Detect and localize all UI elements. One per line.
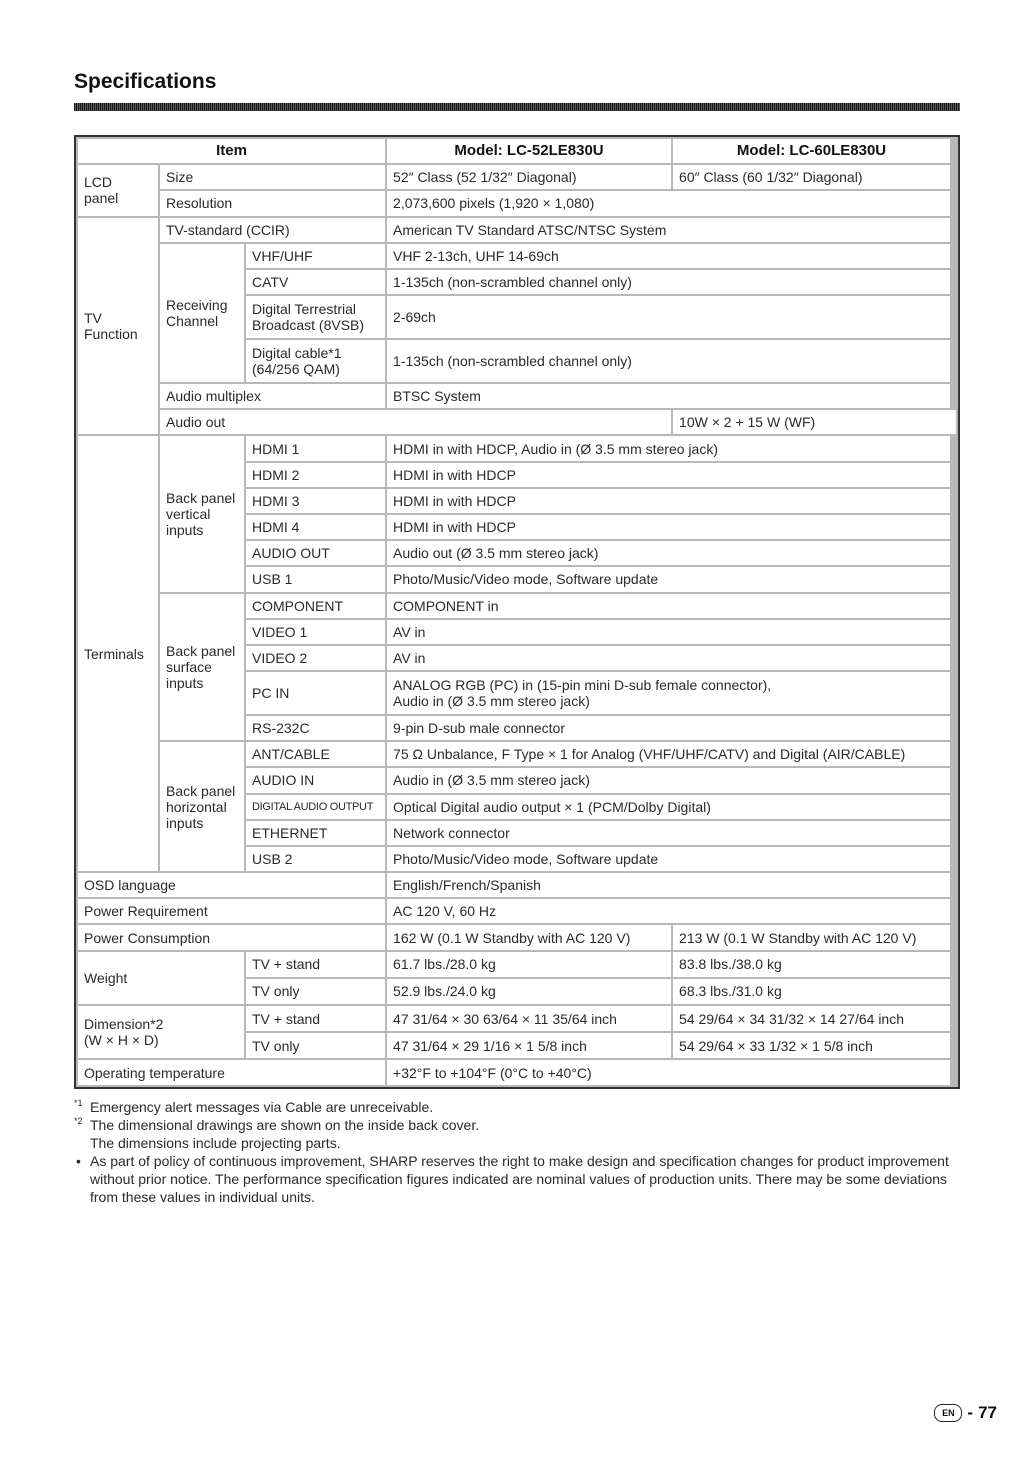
footnote-1: [74, 1098, 960, 1116]
table-row: [78, 244, 956, 268]
receiving-channel-label: Receiving Channel: [160, 244, 244, 382]
multiplex-label: Audio multiplex: [160, 384, 385, 408]
footnote-2: [74, 1116, 960, 1134]
terminal-label: AUDIO OUT: [246, 541, 385, 565]
footnotes: [74, 1098, 960, 1206]
header-item: Item: [78, 139, 385, 163]
terminals-group: Terminals: [78, 436, 158, 871]
terminal-label: HDMI 2: [246, 463, 385, 487]
title-rule: [74, 103, 960, 111]
terminal-label: HDMI 1: [246, 436, 385, 460]
operating-label: Operating temperature: [78, 1060, 385, 1085]
weight-only-a: 52.9 lbs./24.0 kg: [387, 979, 671, 1004]
terminal-value: Audio out (Ø 3.5 mm stereo jack): [387, 541, 950, 565]
table-row: [78, 899, 956, 923]
terminal-value: HDMI in with HDCP, Audio in (Ø 3.5 mm stereo jack): [387, 436, 950, 460]
terminal-value: 75 Ω Unbalance, F Type × 1 for Analog (VHF/UHF/CATV) and Digital (AIR/CABLE): [387, 742, 950, 766]
table-row: [78, 1060, 956, 1085]
power-cons-label: Power Consumption: [78, 925, 385, 949]
weight-stand-a: 61.7 lbs./28.0 kg: [387, 952, 671, 977]
table-row: [78, 873, 956, 897]
terminal-label: USB 2: [246, 847, 385, 871]
terminal-value: HDMI in with HDCP: [387, 463, 950, 487]
terrestrial-value: 2-69ch: [387, 296, 950, 338]
footnote-mark-1: *1: [74, 1098, 83, 1108]
footnote-text-3: As part of policy of continuous improvement, SHARP reserves the right to make design and specification changes for product improvement without prior notice. The performance specification figures indicated are nominal values of production units. There may be some deviations from these values in individual units.: [90, 1153, 949, 1205]
spec-table: [76, 137, 958, 1087]
vertical-inputs-label: Back panel vertical inputs: [160, 436, 244, 591]
terminal-value: Optical Digital audio output × 1 (PCM/Dolby Digital): [387, 795, 950, 819]
lcd-size-b: 60″ Class (60 1/32″ Diagonal): [673, 165, 950, 189]
osd-label: OSD language: [78, 873, 385, 897]
table-row: [78, 384, 956, 408]
table-row: [78, 742, 956, 766]
horizontal-inputs-label: Back panel horizontal inputs: [160, 742, 244, 871]
terminal-value: HDMI in with HDCP: [387, 489, 950, 513]
table-row: [78, 952, 956, 977]
vhf-label: VHF/UHF: [246, 244, 385, 268]
language-badge-icon: EN: [934, 1404, 962, 1422]
footnote-text-1: Emergency alert messages via Cable are unreceivable.: [90, 1099, 434, 1115]
cable-value: 1-135ch (non-scrambled channel only): [387, 340, 950, 382]
lcd-group: LCD panel: [78, 165, 158, 215]
terminal-value: Audio in (Ø 3.5 mm stereo jack): [387, 768, 950, 792]
weight-only-b: 68.3 lbs./31.0 kg: [673, 979, 950, 1004]
operating-value: +32°F to +104°F (0°C to +40°C): [387, 1060, 950, 1085]
table-row: [78, 218, 956, 242]
terminal-label: VIDEO 2: [246, 646, 385, 670]
table-row: [78, 191, 956, 215]
tv-standard-label: TV-standard (CCIR): [160, 218, 385, 242]
page-footer: [934, 1403, 997, 1423]
power-cons-b: 213 W (0.1 W Standby with AC 120 V): [673, 925, 950, 949]
terminal-label: HDMI 4: [246, 515, 385, 539]
weight-label: Weight: [78, 952, 244, 1004]
dimension-only-b: 54 29/64 × 33 1/32 × 1 5/8 inch: [673, 1033, 950, 1058]
audio-out-label: Audio out: [160, 410, 671, 434]
power-req-label: Power Requirement: [78, 899, 385, 923]
dimension-stand-b: 54 29/64 × 34 31/32 × 14 27/64 inch: [673, 1006, 950, 1031]
dimension-only-a: 47 31/64 × 29 1/16 × 1 5/8 inch: [387, 1033, 671, 1058]
table-row: [78, 165, 956, 189]
terminal-value: HDMI in with HDCP: [387, 515, 950, 539]
catv-label: CATV: [246, 270, 385, 294]
footnote-3: [74, 1152, 960, 1206]
page-dash: -: [967, 1403, 974, 1422]
weight-stand-label: TV + stand: [246, 952, 385, 977]
terminal-label: DIGITAL AUDIO OUTPUT: [246, 795, 385, 819]
terminal-label: COMPONENT: [246, 594, 385, 618]
page-number: 77: [978, 1403, 997, 1422]
terminal-label: HDMI 3: [246, 489, 385, 513]
dimension-stand-label: TV + stand: [246, 1006, 385, 1031]
footnote-text-2b: The dimensions include projecting parts.: [90, 1135, 341, 1151]
cable-label: Digital cable*1 (64/256 QAM): [246, 340, 385, 382]
table-row: [78, 925, 956, 949]
spec-table-frame: [74, 135, 960, 1089]
tv-group: TV Function: [78, 218, 158, 435]
lcd-resolution-label: Resolution: [160, 191, 385, 215]
terminal-value: ANALOG RGB (PC) in (15-pin mini D-sub female connector), Audio in (Ø 3.5 mm stereo jack): [387, 672, 950, 714]
header-model-b: Model: LC-60LE830U: [673, 139, 950, 163]
power-cons-a: 162 W (0.1 W Standby with AC 120 V): [387, 925, 671, 949]
footnote-text-2: The dimensional drawings are shown on the inside back cover.: [90, 1117, 480, 1133]
table-row: [78, 1006, 956, 1031]
terminal-value: Network connector: [387, 821, 950, 845]
lcd-size-a: 52″ Class (52 1/32″ Diagonal): [387, 165, 671, 189]
osd-value: English/French/Spanish: [387, 873, 950, 897]
terminal-value: AV in: [387, 620, 950, 644]
audio-out-value: 10W × 2 + 15 W (WF): [673, 410, 956, 434]
power-req-value: AC 120 V, 60 Hz: [387, 899, 950, 923]
terminal-label: PC IN: [246, 672, 385, 714]
vhf-value: VHF 2-13ch, UHF 14-69ch: [387, 244, 950, 268]
terminal-value: Photo/Music/Video mode, Software update: [387, 847, 950, 871]
terminal-label: RS-232C: [246, 716, 385, 740]
dimension-label: Dimension*2 (W × H × D): [78, 1006, 244, 1058]
terrestrial-label: Digital Terrestrial Broadcast (8VSB): [246, 296, 385, 338]
table-header-row: [78, 139, 956, 163]
terminal-value: 9-pin D-sub male connector: [387, 716, 950, 740]
lcd-resolution: 2,073,600 pixels (1,920 × 1,080): [387, 191, 950, 215]
terminal-label: VIDEO 1: [246, 620, 385, 644]
terminal-label: USB 1: [246, 567, 385, 591]
terminal-value: AV in: [387, 646, 950, 670]
table-row: [78, 594, 956, 618]
dimension-stand-a: 47 31/64 × 30 63/64 × 11 35/64 inch: [387, 1006, 671, 1031]
lcd-size-label: Size: [160, 165, 385, 189]
terminal-value: Photo/Music/Video mode, Software update: [387, 567, 950, 591]
dimension-only-label: TV only: [246, 1033, 385, 1058]
footnote-mark-2: *2: [74, 1116, 83, 1126]
surface-inputs-label: Back panel surface inputs: [160, 594, 244, 741]
terminal-label: ANT/CABLE: [246, 742, 385, 766]
weight-only-label: TV only: [246, 979, 385, 1004]
terminal-label: ETHERNET: [246, 821, 385, 845]
table-row: [78, 436, 956, 460]
tv-standard: American TV Standard ATSC/NTSC System: [387, 218, 950, 242]
header-model-a: Model: LC-52LE830U: [387, 139, 671, 163]
terminal-label: AUDIO IN: [246, 768, 385, 792]
multiplex-value: BTSC System: [387, 384, 950, 408]
weight-stand-b: 83.8 lbs./38.0 kg: [673, 952, 950, 977]
table-row: [78, 410, 956, 434]
bullet-icon: •: [76, 1153, 81, 1169]
catv-value: 1-135ch (non-scrambled channel only): [387, 270, 950, 294]
terminal-value: COMPONENT in: [387, 594, 950, 618]
page-title: Specifications: [74, 70, 217, 93]
